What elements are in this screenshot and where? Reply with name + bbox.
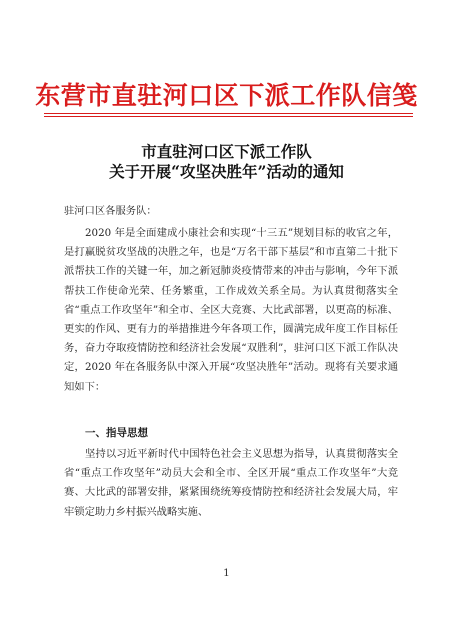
page-number: 1 bbox=[223, 567, 230, 579]
document-title-line-1: 市直驻河口区下派工作队 bbox=[141, 142, 312, 161]
letterhead-rule-top bbox=[44, 113, 413, 114]
document-title-line-2: 关于开展“攻坚决胜年”活动的通知 bbox=[109, 162, 344, 181]
letterhead-title: 东营市直驻河口区下派工作队信笺 bbox=[35, 81, 418, 110]
salutation: 驻河口区各服务队： bbox=[64, 205, 157, 217]
letterhead-rule-bottom bbox=[44, 116, 413, 117]
body-paragraph-1: 2020 年是全面建成小康社会和实现“十三五”规划目标的收官之年，是打赢脱贫攻坚战的决胜之年，也是“万名干部下基层”和市直第二十批下派帮扶工作的关键一年，加之新冠肺炎疫情带来的冲击与影响，今年下派帮扶工作使命光荣、任务繁重，工作成效关系全局。为认真贯彻落实全省“重点工作攻坚年”和全市、全区大竞赛、大比武部署，以更高的标准、更实的作风、更有力的举措推进今年各项工作，圆满完成年度工作目标任务，奋力夺取疫情防控和经济社会发展“双胜利”，驻河口区下派工作队决定，2020 年在各服务队中深入开展“攻坚决胜年”活动。现将有关要求通知如下： bbox=[64, 227, 398, 393]
body-paragraph-2: 坚持以习近平新时代中国特色社会主义思想为指导，认真贯彻落实全省“重点工作攻坚年”动员大会和全市、全区开展“重点工作攻坚年”大竞赛、大比武的部署安排，紧紧围绕统筹疫情防控和经济社会发展大局，牢牢锁定助力乡村振兴战略实施、 bbox=[64, 448, 398, 518]
section-heading-guiding-ideology: 一、指导思想 bbox=[85, 427, 148, 439]
